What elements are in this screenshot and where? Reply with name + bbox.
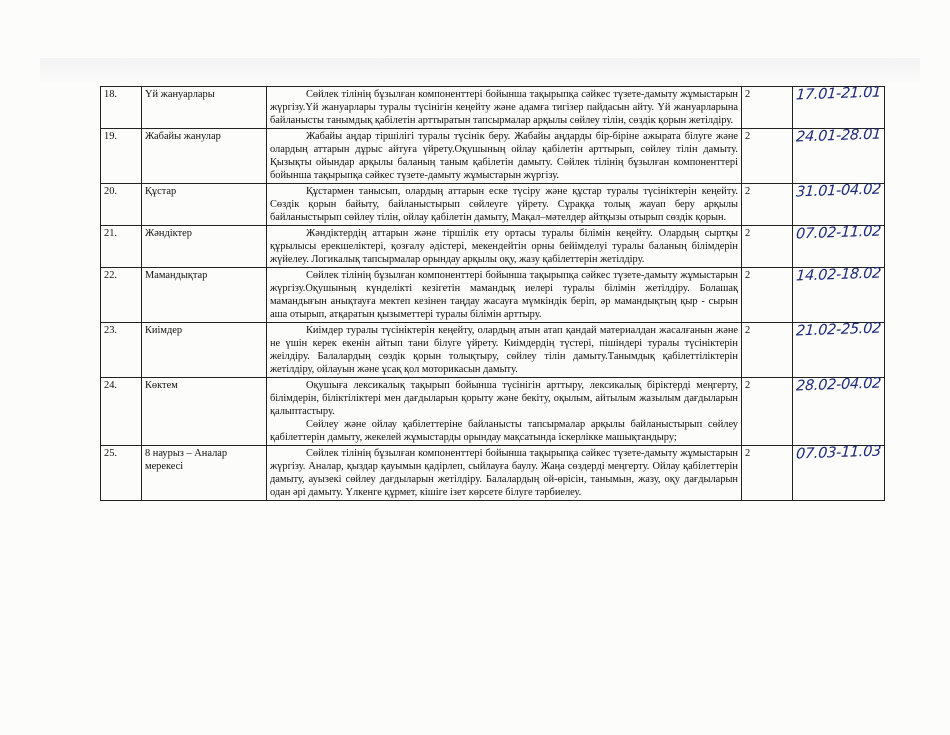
- table-row: [101, 378, 885, 446]
- handwritten-date: 14.02-18.02: [795, 265, 882, 285]
- row-hours: 2: [742, 87, 793, 129]
- row-number: 23.: [101, 323, 142, 378]
- row-topic: Мамандықтар: [142, 268, 267, 323]
- row-hours: 2: [742, 129, 793, 184]
- row-number: 24.: [101, 378, 142, 446]
- row-number: 22.: [101, 268, 142, 323]
- row-date-cell: [793, 84, 885, 129]
- row-topic: Жабайы жанулар: [142, 129, 267, 184]
- table-row: [101, 129, 885, 184]
- row-number: 18.: [101, 87, 142, 129]
- row-topic: Киімдер: [142, 323, 267, 378]
- row-description: [267, 446, 742, 501]
- handwritten-date: 28.02-04.02: [795, 375, 882, 395]
- row-number: 21.: [101, 226, 142, 268]
- description-paragraph: Жабайы аңдар тіршілігі туралы түсінік беру. Жабайы аңдарды бір-біріне ажырата білуге және олардың аттарын дұрыс айтуға үйрету.Оқушының ойлау қабілетін арттырып, сөйлеу тілін дамыту. Қызықты ойындар арқылы баланың таным қабілетін дамыту. Сөйлек тілінің бұзылған компоненттері бойынша тақырыпқа сәйкес түзете-дамыту жұмыстарын жүргізу.: [270, 131, 738, 181]
- description-paragraph: Оқушыға лексикалық тақырып бойынша түсінігін арттыру, лексикалық біріктерді меңгерту, білімдерін, біліктіліктері мен дағдыларын қорыту және бекіту, оқылым, айтылым жазылым дағдыларын қалыптастыру.: [270, 380, 738, 417]
- description-paragraph: Сөйлек тілінің бұзылған компоненттері бойынша тақырыпқа сәйкес түзете-дамыту жұмыстарын жүргізу.Үй жануарлары туралы түсінігін кеңейту және адамға тигізер пайдасын айту. Үй жануарларына байланысты танымдық қабілетін арттыратын тапсырмалар арқылы сөйлеу тілін, сөздік қорын жетілдіру.: [270, 89, 738, 126]
- description-paragraph: Киімдер туралы түсініктерін кеңейту, олардың атын атап қандай материалдан жасалғанын және не үшін керек екенін айтып тани білуге үйрету. Киімдердің түстері, пішіндері туралы түсініктерін жеілдіру. Балалардың сөздік қорын толықтыру, сөйлеу тілін дамыту.Танымдық қабілеттіліктерін жетілдіру, ойлауын және ұсақ қол моторикасын дамыту.: [270, 325, 738, 375]
- row-description: [267, 129, 742, 184]
- row-number: 20.: [101, 184, 142, 226]
- handwritten-date: 17.01-21.01: [795, 84, 882, 104]
- page-shadow: [40, 58, 920, 82]
- table-row: [101, 268, 885, 323]
- row-topic: Құстар: [142, 184, 267, 226]
- description-paragraph: Сөйлек тілінің бұзылған компоненттері бойынша тақырыпқа сәйкес түзете-дамыту жұмыстарын жүргізу.Оқушының күнделікті кезігетін мамандық иелері туралы білімін жетілдіру. Болашақ мамандығын анықтауға мектеп кезінен таңдау жасауға мүмкіндік беріп, әр мамандықтың қыр - сырын аша отырып, атқаратын қызыметтері туралы білімін арттыру.: [270, 270, 738, 320]
- handwritten-date: 21.02-25.02: [795, 320, 882, 340]
- description-paragraph: Құстармен танысып, олардың аттарын еске түсіру және құстар туралы түсініктерін кеңейту. Сөздік қорын байыту, байланыстырып сөйлеуге үйрету. Сұраққа толық жауап беру арқылы байланыстырып сөйлеу тілін, ойлау қабілетін дамыту, Мақал–мәтелдер айтқызы отырып сөздік қорын.: [270, 186, 738, 223]
- row-description: [267, 268, 742, 323]
- row-hours: 2: [742, 268, 793, 323]
- handwritten-date: 24.01-28.01: [795, 126, 882, 146]
- table-row: [101, 184, 885, 226]
- row-hours: 2: [742, 323, 793, 378]
- row-date-cell: [793, 181, 885, 226]
- lesson-plan-table: [100, 86, 885, 501]
- row-topic: Көктем: [142, 378, 267, 446]
- row-hours: 2: [742, 226, 793, 268]
- description-paragraph: Сөйлек тілінің бұзылған компоненттері бойынша тақырыпқа сәйкес түзете-дамыту жұмыстарын жүргізу. Аналар, қыздар қауымын қадірлеп, сыйлауға баулу. Жаңа сөздерді меңгерту. Ойлау қабілеттерін дамыту, ауызекі сөйлеу дағдыларын жетілдіру. Балалардың ой-өрісін, танымын, жазу, оқу дағдыларын одан әрі дамыту. Үлкенге құрмет, кішіге ізет көрсете білуге тәрбиелеу.: [270, 448, 738, 498]
- row-description: [267, 87, 742, 129]
- row-description: [267, 226, 742, 268]
- description-paragraph: Сөйлеу және ойлау қабілеттеріне байланысты тапсырмалар арқылы байланыстырып сөйлеу қабілеттерін дамыту, жекелей жұмыстарды орындау мақсатында іскерлікке машықтандыру;: [270, 419, 738, 443]
- row-number: 19.: [101, 129, 142, 184]
- row-topic: Үй жануарлары: [142, 87, 267, 129]
- row-topic: 8 наурыз – Аналар мерекесі: [142, 446, 267, 501]
- table-row: [101, 87, 885, 129]
- description-paragraph: Жәндіктердің аттарын және тіршілік ету ортасы туралы білімін кеңейту. Олардың сыртқы құрылысы ерекшеліктері, қозғалу әдістері, мекендейтін орны бейімделуі туралы баланың білімдерін жүйелеу. Логикалық тапсырмалар орындау арқылы оқу, жазу қабілеттерін жетілдіру.: [270, 228, 738, 265]
- table-row: [101, 323, 885, 378]
- row-description: [267, 323, 742, 378]
- row-date-cell: [793, 375, 885, 446]
- row-hours: 2: [742, 378, 793, 446]
- row-date-cell: [793, 265, 885, 323]
- row-hours: 2: [742, 184, 793, 226]
- row-description: [267, 378, 742, 446]
- row-date-cell: [793, 443, 885, 501]
- handwritten-date: 07.03-11.03: [795, 443, 882, 463]
- row-number: 25.: [101, 446, 142, 501]
- row-hours: 2: [742, 446, 793, 501]
- handwritten-date: 31.01-04.02: [795, 181, 882, 201]
- row-date-cell: [793, 320, 885, 378]
- row-date-cell: [793, 223, 885, 268]
- row-topic: Жәндіктер: [142, 226, 267, 268]
- table-row: [101, 446, 885, 501]
- row-date-cell: [793, 126, 885, 184]
- handwritten-date: 07.02-11.02: [795, 223, 882, 243]
- table-row: [101, 226, 885, 268]
- row-description: [267, 184, 742, 226]
- lesson-plan-body: [101, 84, 885, 501]
